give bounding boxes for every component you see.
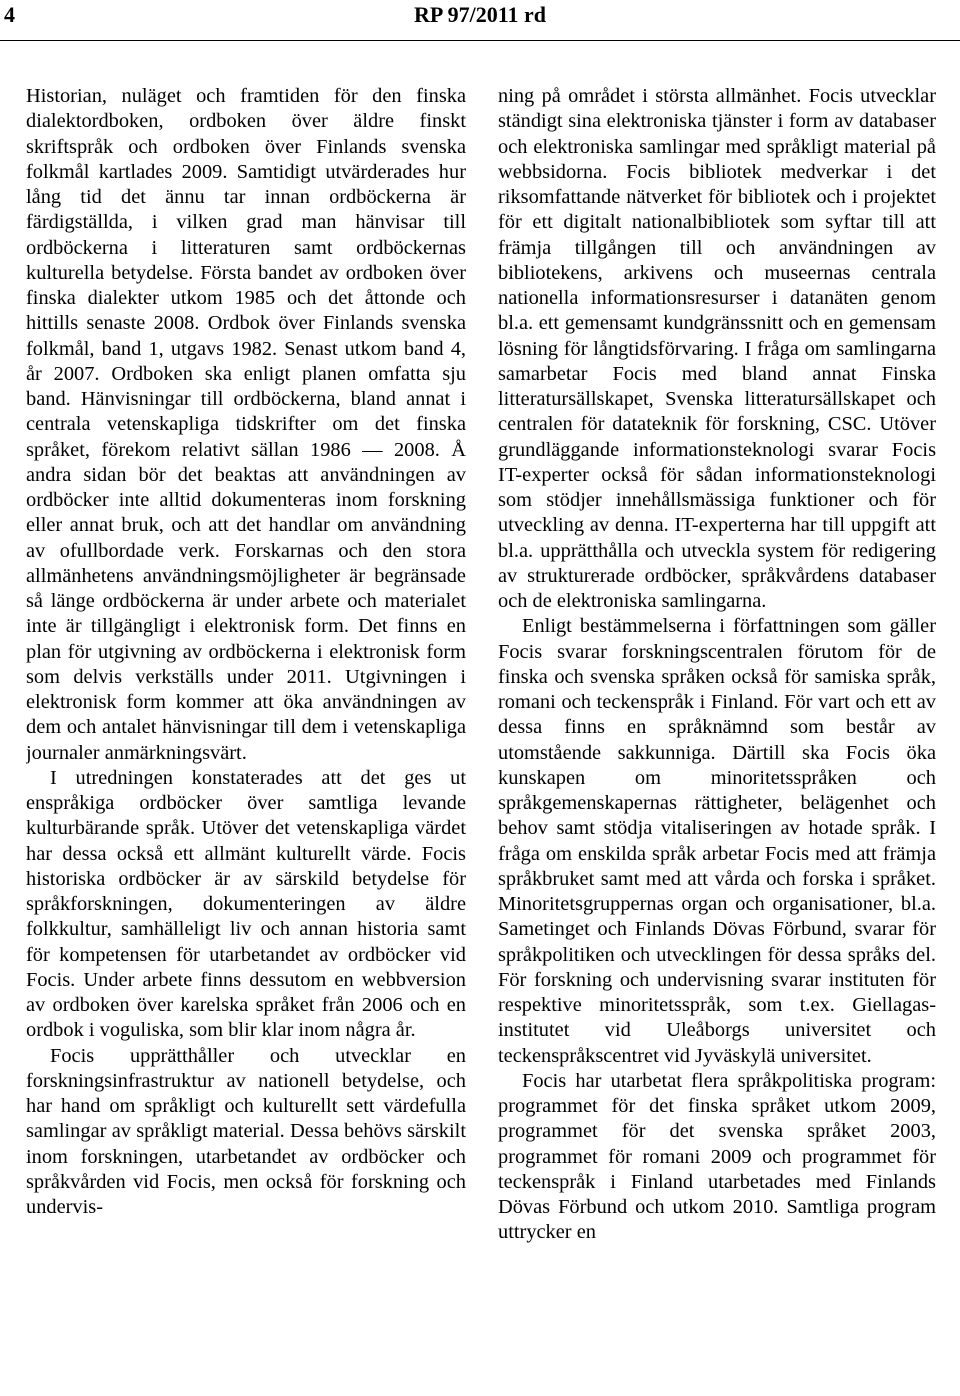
paragraph: Focis upprätthåller och utvecklar en forskningsinfrastruktur av nationell betydelse, och har hand om språkligt och kulturellt sett värdefulla samlingar av språkligt material. Dessa behövs särskilt inom forskningen, utarbetandet av ordböcker och språkvården vid Focis, men också för forskning och undervis-: [26, 1044, 466, 1218]
paragraph: I utredningen konstaterades att det ges ut enspråkiga ordböcker över samtliga levande kulturbärande språk. Utöver det vetenskapliga värdet har dessa också ett allmänt kulturellt värde. Focis historiska ordböcker är av särskild betydelse för språkforskningen, dokumenteringen av äldre folkkultur, samhälleligt liv och annan historia samt för kompetensen för utarbetandet av ordböcker vid Focis. Under arbete finns dessutom en webbversion av ordboken över karelska språket från 2006 och en ordbok i voguliska, som blir klar inom några år.: [26, 766, 466, 1042]
page-number: 4: [4, 2, 15, 27]
paragraph: Historian, nuläget och framtiden för den finska dialektordboken, ordboken över äldre finskt skriftspråk och ordboken över Finlands svenska folkmål kartlades 2009. Samtidigt utvärderades hur lång tid det ännu tar innan ordböckerna är färdigställda, i vilken grad man hänvisar till ordböckerna i litteraturen samt ordböckernas kulturella betydelse. Första bandet av ordboken över finska dialekter utkom 1985 och det åttonde och hittills senaste 2008. Ordbok över Finlands svenska folkmål, band 1, utgavs 1982. Senast utkom band 4, år 2007. Ordboken ska enligt planen omfatta sju band. Hänvisningar till ordböckerna, bland annat i centrala vetenskapliga tidskrifter om det finska språket, förekom relativt sällan 1986 — 2008. Å andra sidan bör det beaktas att användningen av ordböcker inte alltid dokumenteras inom forskning eller annat bruk, och att det handlar om användning av ofullbordade verk. Forskarnas och den stora allmänhetens användningsmöjligheter är begränsade så länge ordböckerna är under arbete och materialet inte är tillgängligt i elektronisk form. Det finns en plan för utgivning av ordböckerna i elektronisk form som delvis verkställs under 2011. Utgivningen i elektronisk form kommer att öka användningen av dem och antalet hänvisningar till dem i vetenskapliga journaler anmärkningsvärt.: [26, 85, 466, 764]
document-id: RP 97/2011 rd: [413, 2, 546, 27]
paragraph: Focis har utarbetat flera språkpolitiska program: programmet för det finska språket utkom 2009, programmet för det svenska språket 2003, programmet för romani 2009 och programmet för teckenspråk i Finland utarbetades med Finlands Dövas Förbund och utkom 2010. Samtliga program uttrycker en: [498, 1069, 936, 1244]
right-column: [498, 84, 936, 1394]
page-header: [0, 0, 960, 40]
header-rule: [0, 40, 960, 41]
paragraph: Enligt bestämmelserna i författningen som gäller Focis svarar forskningscentralen förutom för de finska och svenska språken också för samiska språk, romani och teckenspråk i Finland. För vart och ett av dessa finns en språknämnd som består av utomstående sakkunniga. Därtill ska Focis öka kunskapen om minoritetsspråken och språkgemenskapernas rättigheter, belägenhet och behov samt stödja vitaliseringen av hotade språk. I fråga om enskilda språk arbetar Focis med att främja språkbruket samt med att vårda och forska i språket. Minoritetsgruppernas organ och organisationer, bl.a. Sametinget och Finlands Dövas Förbund, svarar för språkpolitiken och utvecklingen för dessa språks del. För forskning och undervisning svarar instituten för respektive minoritetsspråk, som t.ex. Giellagas-institutet vid Uleåborgs universitet och teckenspråkscentret vid Jyväskylä universitet.: [498, 615, 936, 1067]
left-column: [26, 84, 466, 1394]
paragraph: ning på området i största allmänhet. Focis utvecklar ständigt sina elektroniska tjänster i form av databaser och elektroniska samlingar med språkligt material på webbsidorna. Focis bibliotek medverkar i det riksomfattande nätverket för bibliotek och i projektet för ett digitalt nationalbibliotek som syftar till att främja tillgången till och användningen av bibliotekens, arkivens och museernas centrala nationella informationsresurser i datanäten genom bl.a. ett gemensamt kundgränssnitt och en gemensam lösning för långtidsförvaring. I fråga om samlingarna samarbetar Focis med bland annat Finska litteratursällskapet, Svenska litteratursällskapet och centralen för datateknik för forskning, CSC. Utöver grundläggande informationsteknologi svarar Focis IT-experter också för sådan informationsteknologi som stödjer innehållsmässiga funktioner och för utveckling av denna. IT-experterna har till uppgift att bl.a. upprätthålla och utveckla system för redigering av strukturerade ordböcker, språkvårdens databaser och de elektroniska samlingarna.: [498, 85, 936, 612]
